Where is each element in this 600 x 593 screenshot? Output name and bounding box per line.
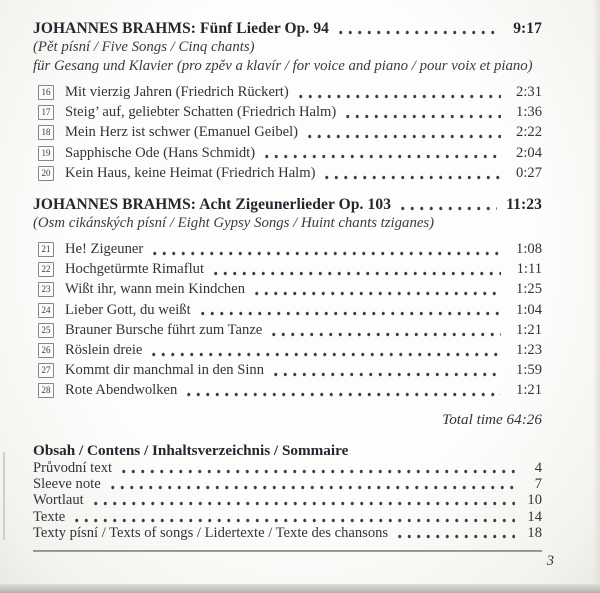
page-number: 3 xyxy=(546,553,554,570)
dot-leader xyxy=(395,525,515,541)
track-time: 1:59 xyxy=(516,362,542,379)
section-header xyxy=(33,19,542,38)
track-number-badge: 25 xyxy=(38,323,54,338)
section-subtitle: (Osm cikánských písní / Eight Gypsy Songs / Huint chants tziganes) xyxy=(33,215,435,232)
track-row xyxy=(33,163,542,183)
track-title: Kommt dir manchmal in den Sinn xyxy=(65,362,265,379)
dot-leader xyxy=(150,239,501,259)
track-row xyxy=(33,360,542,380)
track-title: Mit vierzig Jahren (Friedrich Rückert) xyxy=(65,84,289,100)
track-title: Rote Abendwolken xyxy=(65,382,178,399)
section-fuenf-lieder xyxy=(33,19,542,183)
contents-label: Sleeve note xyxy=(33,476,101,493)
contents-label: Wortlaut xyxy=(33,492,84,509)
track-time: 1:21 xyxy=(516,321,542,338)
track-row xyxy=(33,340,542,360)
contents-page-number: 14 xyxy=(527,508,542,525)
contents-heading: Obsah / Contens / Inhaltsverzeichnis / Sommaire xyxy=(33,441,349,459)
dot-leader xyxy=(398,195,497,214)
track-time: 2:04 xyxy=(516,144,542,161)
dot-leader xyxy=(336,19,497,38)
dot-leader xyxy=(184,380,501,400)
track-number-badge: 28 xyxy=(38,383,54,398)
section-subtitle: für Gesang und Klavier (pro zpěv a klavír / for voice and piano / pour voix et piano) xyxy=(33,58,533,74)
track-list xyxy=(33,82,542,183)
track-time: 1:25 xyxy=(516,281,542,298)
dot-leader xyxy=(211,259,501,279)
dot-leader xyxy=(305,122,501,142)
contents-row xyxy=(33,476,542,492)
contents-page-number: 7 xyxy=(534,476,542,493)
track-time: 1:23 xyxy=(516,342,542,359)
contents-row xyxy=(33,525,542,541)
contents-page-number: 4 xyxy=(534,459,542,476)
track-row xyxy=(33,239,542,259)
dot-leader xyxy=(91,492,515,508)
track-title: Brauner Bursche führt zum Tanze xyxy=(65,321,263,338)
dot-leader xyxy=(149,340,501,360)
contents-row xyxy=(33,509,542,525)
track-number-badge: 26 xyxy=(38,343,54,358)
dot-leader xyxy=(198,300,501,320)
dot-leader xyxy=(72,509,515,525)
section-zigeunerlieder xyxy=(33,195,542,401)
dot-leader xyxy=(108,476,515,492)
footer-rule xyxy=(33,550,542,553)
dot-leader xyxy=(322,163,501,183)
track-number-badge: 22 xyxy=(38,262,54,277)
track-row xyxy=(33,259,542,279)
track-row xyxy=(33,320,542,340)
track-time: 1:36 xyxy=(516,104,542,121)
track-time: 1:21 xyxy=(516,382,542,399)
track-number-badge: 16 xyxy=(38,85,54,100)
track-number-badge: 18 xyxy=(38,125,54,140)
track-number-badge: 24 xyxy=(38,303,54,318)
track-title: Steig’ auf, geliebter Schatten (Friedrich Halm) xyxy=(65,104,337,121)
track-row xyxy=(33,300,542,320)
track-list xyxy=(33,239,542,401)
track-row xyxy=(33,279,542,299)
track-number-badge: 20 xyxy=(38,166,54,181)
track-time: 1:04 xyxy=(516,301,542,318)
dot-leader xyxy=(262,143,501,163)
section-subtitle: (Pět písní / Five Songs / Cinq chants) xyxy=(33,39,255,55)
section-title: JOHANNES BRAHMS: Acht Zigeunerlieder Op. 103 xyxy=(33,196,392,214)
scan-edge-right xyxy=(593,0,600,584)
track-time: 2:22 xyxy=(516,124,542,141)
contents-label: Průvodní text xyxy=(33,459,113,476)
total-time: Total time 64:26 xyxy=(442,410,542,428)
track-number-badge: 23 xyxy=(38,282,54,297)
track-title: He! Zigeuner xyxy=(65,241,144,258)
dot-leader xyxy=(252,279,501,299)
track-number-badge: 21 xyxy=(38,242,54,257)
section-header xyxy=(33,195,542,214)
track-time: 1:11 xyxy=(516,261,542,278)
track-title: Wißt ihr, wann mein Kindchen xyxy=(65,281,245,298)
page-content xyxy=(33,19,554,570)
track-title: Sapphische Ode (Hans Schmidt) xyxy=(65,144,256,161)
track-time: 2:31 xyxy=(516,84,542,100)
track-row xyxy=(33,122,542,142)
contents-page-number: 10 xyxy=(527,492,542,509)
scan-edge-left xyxy=(3,452,5,540)
section-duration: 11:23 xyxy=(506,196,542,214)
track-row xyxy=(33,102,542,122)
track-title: Mein Herz ist schwer (Emanuel Geibel) xyxy=(65,124,299,141)
track-row xyxy=(33,143,542,163)
section-duration: 9:17 xyxy=(513,20,542,37)
dot-leader xyxy=(269,320,501,340)
contents-block xyxy=(33,441,542,542)
track-number-badge: 19 xyxy=(38,146,54,161)
track-title: Röslein dreie xyxy=(65,342,143,359)
track-row xyxy=(33,380,542,400)
track-title: Hochgetürmte Rimaflut xyxy=(65,261,205,278)
track-number-badge: 17 xyxy=(38,105,54,120)
scan-edge-bottom xyxy=(0,584,600,593)
contents-row xyxy=(33,492,542,508)
track-title: Kein Haus, keine Heimat (Friedrich Halm) xyxy=(65,164,316,181)
track-row xyxy=(33,82,542,102)
dot-leader xyxy=(343,102,501,122)
contents-page-number: 18 xyxy=(527,525,542,542)
contents-row xyxy=(33,460,542,476)
contents-label: Texte xyxy=(33,508,66,525)
track-number-badge: 27 xyxy=(38,363,54,378)
track-time: 1:08 xyxy=(516,241,542,258)
dot-leader xyxy=(271,360,501,380)
section-title: JOHANNES BRAHMS: Fünf Lieder Op. 94 xyxy=(33,20,330,37)
contents-label: Texty písní / Texts of songs / Lidertexte / Texte des chansons xyxy=(33,525,389,542)
track-time: 0:27 xyxy=(516,164,542,181)
dot-leader xyxy=(296,82,501,102)
dot-leader xyxy=(119,460,515,476)
track-title: Lieber Gott, du weißt xyxy=(65,301,191,318)
